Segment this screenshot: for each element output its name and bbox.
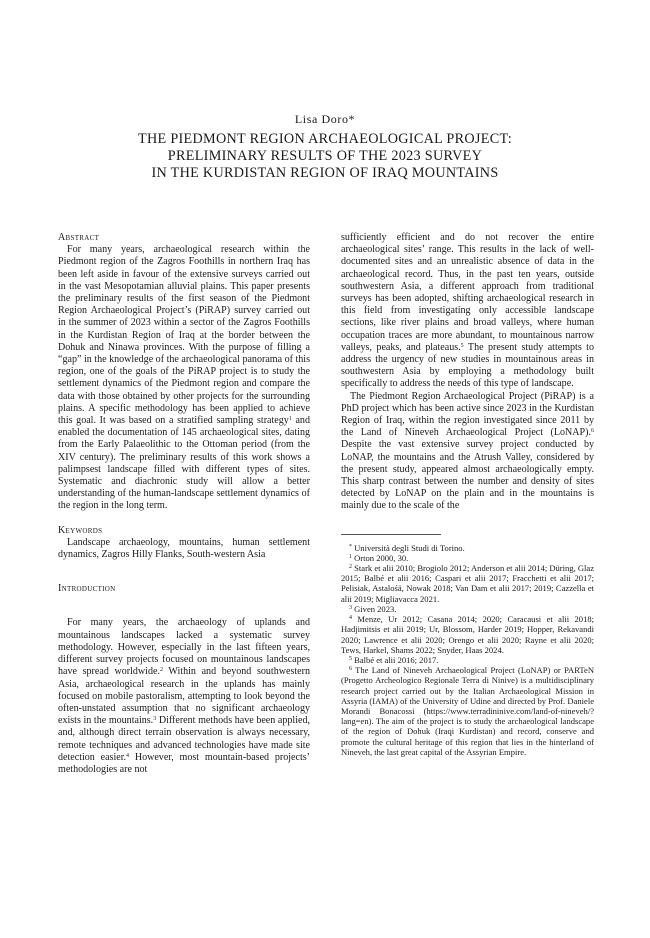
footnote-item: $^5$ Balbé et alii 2016; 2017. bbox=[349, 654, 439, 665]
footnote-item: $^6$ The Land of Nineveh Archaeological Project (LoNAP) or PARTeN (Progetto Archeologico Regionale Terra di Ninive) is a multidisciplinary research project carried out by the Italian Archaeological Mission in Assyria (IAMA) of the University of Udine and directed by Prof. Daniele Morandi Bonacossi (https://www.terradininive.com/land-of-nineveh/?lang=en). The aim of the project is to study the archaeological landscape of the region of Dohuk (Iraqi Kurdistan) and record, conserve and promote the cultural heritage of this region that lies in the hinterland of Nineveh, the last great capital of the Assyrian Empire. bbox=[341, 665, 594, 757]
right-column bbox=[341, 232, 594, 757]
abstract-text: For many years, archaeological research within the Piedmont region of the Zagros Foothills in northern Iraq has been left aside in favour of the extensive surveys carried out in the vast Mesopotamian alluvial plains. This paper presents the preliminary results of the first season of the Piedmont Region Archaeological Project’s (PiRAP) survey carried out in the summer of 2023 within a sector of the Zagros Foothills in the Kurdistan Region of Iraq at the border between the Dohuk and Ninawa provinces. With the purpose of filling a “gap” in the knowledge of the archaeological panorama of this region, one of the goals of the PiRAP project is to study the settlement dynamics of the Piedmont region and compare the data with those obtained by other projects for the surrounding plains. A specific methodology has been applied to achieve this goal. It was based on a stratified sampling strategy$^1$ and enabled the documentation of 145 archaeological sites, dating from the Early Palaeolithic to the Ottoman period (from the XIV century). The preliminary results of this work shows a palimpsest landscape filled with different types of sites. Systematic and diachronic study will allow a better understanding of the human-landscape settlement dynamics of the region in the long term. bbox=[58, 244, 310, 512]
keywords-text: Landscape archaeology, mountains, human settlement dynamics, Zagros Hilly Flanks, South-western Asia bbox=[58, 536, 310, 561]
footnotes bbox=[341, 543, 594, 757]
introduction-heading: Introduction bbox=[58, 583, 116, 595]
title-line-2: PRELIMINARY RESULTS OF THE 2023 SURVEY bbox=[167, 148, 483, 164]
footnote-item: $^4$ Menze, Ur 2012; Casana 2014; 2020; Caracausi et alii 2018; Hadjimitsis et alii 2019; Ur, Blossom, Harder 2019; Hopper, Rekavandi 2020; Lawrence et alii 2020; Orengo et alii 2020; Rayne et alii 2020; Tews, Harkel, Shams 2022; Snyder, Haas 2024. bbox=[341, 614, 594, 655]
footnote-item: $^2$ Stark et alii 2010; Brogiolo 2012; Anderson et alii 2014; Düring, Glaz 2015; Balbé et alii 2016; Caspari et alii 2017; Fracchetti et alii 2017; Pelisiak, Astalośä, Nowak 2018; Van Dam et alii 2017; 2019; Cazzella et alii 2019; Migliavacca 2021. bbox=[341, 563, 594, 604]
footnote-item: $^1$ Orton 2000, 30. bbox=[349, 552, 409, 563]
body-paragraph-continued: sufficiently efficient and do not recover the entire archaeological sites’ range. This results in the lack of well-documented sites and an unrealistic absence of data in the archaeological record. Thus, in the past ten years, outside southwestern Asia, a different approach from traditional surveys has been adopted, shifting archaeological research in this field from investigating only accessible landscape sections, like river plains and broad valleys, where human occupation traces are more abundant, to mountainous narrow valleys, peaks, and plateaus.$^5$ The present study attempts to address the urgency of new studies in mountainous areas in southwestern Asia by employing a methodology built specifically to address the needs of this type of landscape. bbox=[341, 232, 594, 390]
footnote-ref-6: 6 bbox=[591, 428, 594, 435]
footnote-separator bbox=[341, 534, 441, 535]
body-paragraph-pirap: The Piedmont Region Archaeological Project (PiRAP) is a PhD project which has been active since 2023 in the Kurdistan Region of Iraq, within the region investigated since 2011 by the Land of Nineveh Archaeological Project (LoNAP).$^6$ Despite the vast extensive survey project conducted by LoNAP, the mountains and the Atrush Valley, considered by the present study, appeared almost archaeologically empty. This sharp contrast between the number and density of sites detected by LoNAP on the plain and in the mountains is mainly due to the scale of the bbox=[341, 390, 594, 512]
footnote-ref-5: 5 bbox=[460, 342, 464, 349]
article-header bbox=[0, 112, 650, 182]
footnote-ref-4: 4 bbox=[126, 752, 130, 759]
introduction-text: For many years, the archaeology of uplands and mountainous landscapes lacked a systematic survey methodology. However, especially in the last fifteen years, different survey projects focused on mountainous landscapes have spread worldwide.$^2$ Within and beyond southwestern Asia, archaeological research in the uplands has mainly focused on mobile pastoralism, attempting to look beyond the often-unstated assumption that no significant archaeology exists in the mountains.$^3$ Different methods have been applied, and, although direct terrain observation is always necessary, remote techniques and advanced technologies have made site detection easier.$^4$ However, most mountain-based projects’ methodologies are not bbox=[58, 617, 311, 775]
footnote-ref-1: 1 bbox=[288, 416, 292, 423]
footnote-item: $^3$ Given 2023. bbox=[349, 603, 397, 614]
title-line-3: IN THE KURDISTAN REGION OF IRAQ MOUNTAINS bbox=[151, 165, 499, 181]
footnote-ref-3: 3 bbox=[153, 716, 157, 723]
abstract-heading: Abstract bbox=[58, 232, 100, 243]
footnote-item: * Università degli Studi di Torino. bbox=[349, 542, 465, 553]
footnote-ref-2: 2 bbox=[159, 667, 163, 674]
title-line-1: THE PIEDMONT REGION ARCHAEOLOGICAL PROJECT: bbox=[138, 131, 512, 147]
keywords-heading: Keywords bbox=[58, 524, 103, 536]
author-name: Lisa Doro* bbox=[294, 112, 356, 126]
left-column bbox=[58, 232, 310, 776]
